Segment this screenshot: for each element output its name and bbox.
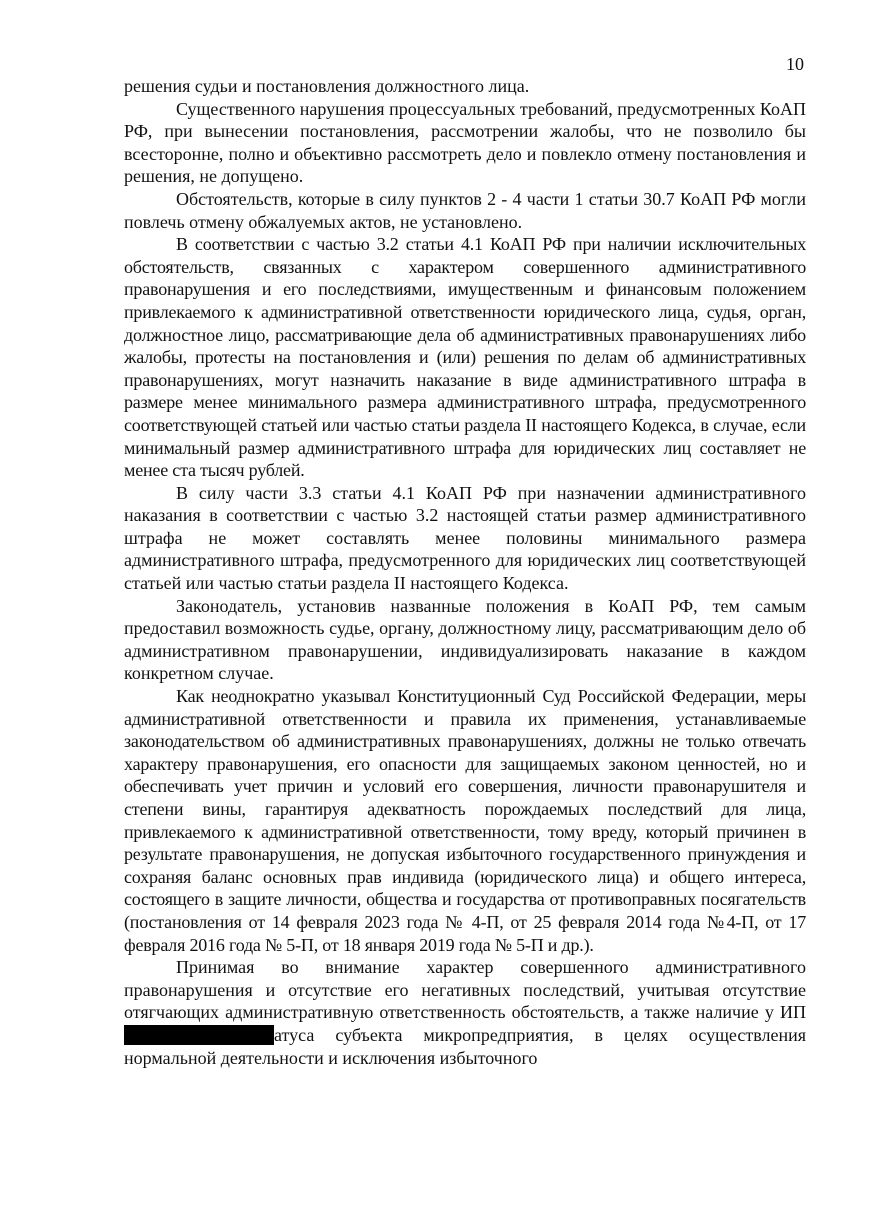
paragraph-8-before-redaction: Принимая во внимание характер совершенного административного правонарушения и отсутствие его негативных последствий, учитывая отсутствие отягчающих административную ответственность обстоятельств, а также наличие у ИП — [124, 957, 806, 1023]
paragraph-3: Обстоятельств, которые в силу пунктов 2 - 4 части 1 статьи 30.7 КоАП РФ могли повлечь отмену обжалуемых актов, не установлено. — [124, 188, 806, 232]
paragraph-7: Как неоднократно указывал Конституционный Суд Российской Федерации, меры административной ответственности и правила их применения, устанавливаемые законодательством об административных правонарушениях, должны не только отвечать характеру правонарушения, его опасности для защищаемых законом ценностей, но и обеспечивать учет причин и условий его совершения, личности правонарушителя и степени вины, гарантируя адекватность порождаемых последствий для лица, привлекаемого к административной ответственности, тому вреду, который причинен в результате правонарушения, не допуская избыточного государственного принуждения и сохраняя баланс основных прав индивида (юридического лица) и общего интереса, состоящего в защите личности, общества и государства от противоправных посягательств (постановления от 14 февраля 2023 года № 4-П, от 25 февраля 2014 года №4-П, от 17 февраля 2016 года № 5-П, от 18 января 2019 года № 5-П и др.). — [124, 686, 806, 955]
document-body — [124, 75, 806, 1069]
paragraph-5: В силу части 3.3 статьи 4.1 КоАП РФ при назначении административного наказания в соответствии с частью 3.2 настоящей статьи размер административного штрафа не может составлять менее половины минимального размера административного штрафа, предусмотренного для юридических лиц соответствующей статьей или частью статьи раздела II настоящего Кодекса. — [124, 482, 806, 594]
redaction-block — [124, 1025, 274, 1045]
paragraph-2: Существенного нарушения процессуальных требований, предусмотренных КоАП РФ, при вынесении постановления, рассмотрении жалобы, что не позволило бы всесторонне, полно и объективно рассмотреть дело и повлекло отмену постановления и решения, не допущено. — [124, 98, 806, 187]
paragraph-8-after-redaction: атуса субъекта микропредприятия, в целях осуществления нормальной деятельности и исключения избыточного — [124, 1024, 806, 1068]
paragraph-1: решения судьи и постановления должностного лица. — [124, 76, 530, 96]
paragraph-6: Законодатель, установив названные положения в КоАП РФ, тем самым предоставил возможность судье, органу, должностному лицу, рассматривающим дело об административном правонарушении, индивидуализировать наказание в каждом конкретном случае. — [124, 595, 806, 684]
paragraph-4: В соответствии с частью 3.2 статьи 4.1 КоАП РФ при наличии исключительных обстоятельств, связанных с характером совершенного административного правонарушения и его последствиями, имущественным и финансовым положением привлекаемого к административной ответственности юридического лица, судья, орган, должностное лицо, рассматривающие дела об административных правонарушениях либо жалобы, протесты на постановления и (или) решения по делам об административных правонарушениях, могут назначить наказание в виде административного штрафа в размере менее минимального размера административного штрафа, предусмотренного соответствующей статьей или частью статьи раздела II настоящего Кодекса, в случае, если минимальный размер административного штрафа для юридических лиц составляет не менее ста тысяч рублей. — [124, 234, 806, 481]
paragraph-8 — [124, 956, 806, 1069]
page-number: 10 — [786, 54, 804, 74]
